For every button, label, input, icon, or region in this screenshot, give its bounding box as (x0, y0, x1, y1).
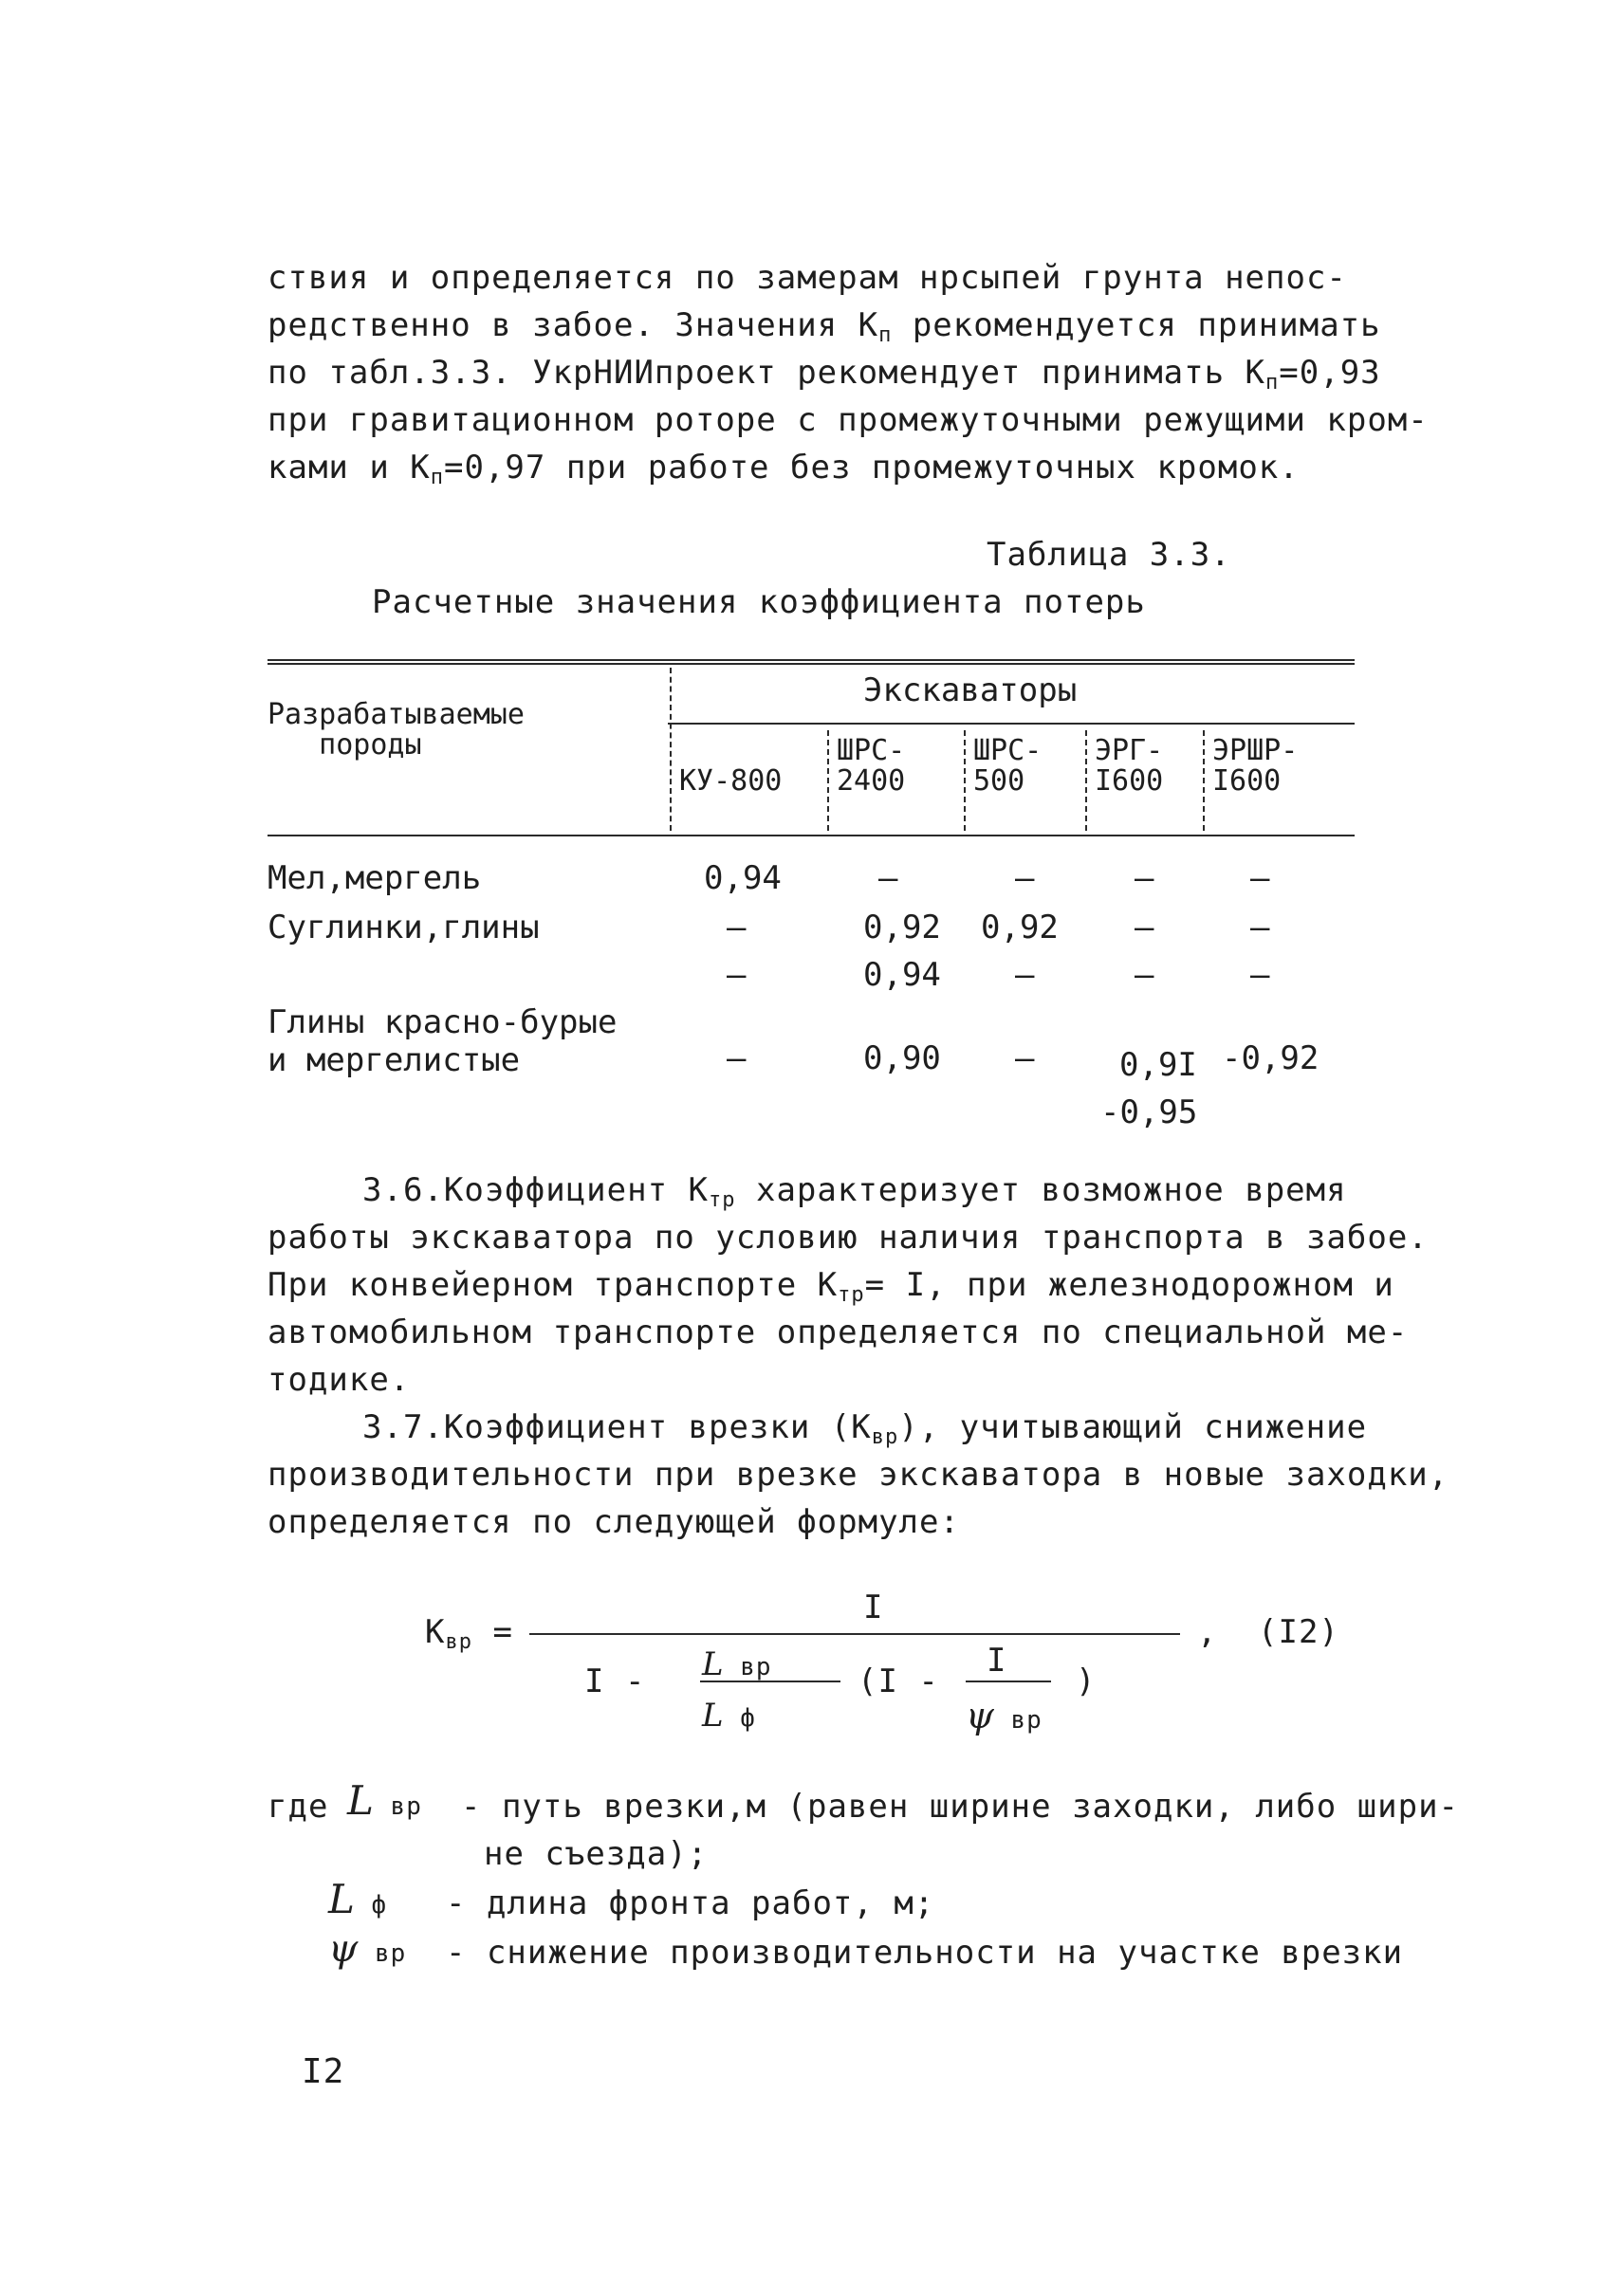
table-cell: 0,90 (863, 1039, 941, 1077)
table-header-rocks: Разрабатываемые породы (268, 698, 525, 762)
table-group-rule (668, 723, 1355, 725)
intro-line-5: ками и $К_п=0,97$ при работе без промежуточных кромок. (268, 449, 1300, 489)
intro-line-2: редственно в забое. Значения $К_п$ рекомендуется принимать (268, 306, 1381, 347)
table-sep-3 (964, 730, 966, 831)
table-sep-2 (827, 730, 829, 831)
formula-comma: , (1197, 1613, 1218, 1651)
table-cell: – (1015, 956, 1035, 994)
section-3-7 (268, 1404, 1449, 1546)
table-header-excavators: Экскаваторы (863, 671, 1078, 709)
section-3-6-line-4: автомобильном транспорте определяется по специальной ме- (268, 1313, 1409, 1351)
formula-number: (I2) (1258, 1613, 1339, 1651)
intro-line-4: при гравитационном роторе с промежуточными режущими кром- (268, 401, 1429, 439)
formula-l-vr: L вр (702, 1645, 772, 1683)
formula-paren-close: ) (1076, 1662, 1097, 1700)
intro-line-3: по табл.3.3. УкрНИИпроект рекомендует принимать $К_п=0,93$ (268, 354, 1381, 395)
table-cell: 0,94 (863, 956, 941, 994)
table-cell: – (727, 1039, 747, 1077)
table-cell: – (878, 859, 898, 897)
table-col-header: ЭРГ- I600 (1095, 734, 1164, 798)
document-page: ствия и определяется по замерам нрсыпей грунта непос- редственно в забое. Значения $К_п$ рекомендуется принимать по табл.3.3. УкрНИИпроект рекомендует принимать $К_п=0,93$ при гравитационном роторе с промежуточными режущими кром- ками и $К_п=0,97$ при работе без промежуточных кромок. Таблица 3.3. Расчетные значения коэффициента потерь Разрабатываемые породы Экскаваторы КУ-800 ШРС- 2400 ШРС- 500 ЭРГ- I600 ЭРШР- I600 Мел,мергель 0,94 – – – – Суглинки,глины – 0,92 0,92 – – – 0,94 – – – Глины красно-бурые и мергелистые – 0,90 – 0,9I -0,95 -0,92 3.6.Коэффициент $К_{тр}$ характеризует возможное время работы экскаватора по условию наличия транспорта в забое. При конвейерном транспорте $К_{тр}= I$, при железнодорожном и автомобильном транспорте определяется по специальной ме- тодике. 3.7.Коэффициент врезки $(К_{вр})$, учитывающий снижение производительности при врезке экскаватора в новые заходки, определяется по следующей формуле: $К_{вр}$ = I , (I2) I - L вр L ф (I - I ψ вр ) где L вр - путь врезки,м (равен ширине заходки, либо шири- не съезда); L ф - длина фронта работ, м; ψ вр - снижение производительности на участке врезки I2 (0, 0, 1624, 2296)
table-cell: – (1250, 859, 1270, 897)
formula-psi-fraction-bar (966, 1681, 1051, 1682)
formula-inner-fraction-bar (700, 1681, 840, 1682)
table-sep-4 (1085, 730, 1087, 831)
formula-paren-open: (I - (858, 1662, 939, 1700)
table-cell: – (1015, 859, 1035, 897)
row-rock-name: Мел,мергель (268, 859, 482, 897)
definition-l-vr-symbol: L вр (347, 1777, 422, 1824)
table-cell: – (1250, 909, 1270, 946)
definition-l-vr-cont: не съезда); (484, 1835, 709, 1873)
table-col-header: ШРС- 500 (973, 734, 1043, 798)
table-top-rule (268, 659, 1355, 661)
formula-psi-vr: ψ вр (966, 1695, 1043, 1736)
table-cell: – (727, 956, 747, 994)
formula-den-one: I - (584, 1662, 646, 1700)
table-title: Расчетные значения коэффициента потерь (372, 583, 1146, 621)
table-col-header: ЭРШР- I600 (1212, 734, 1299, 798)
table-cell: – (1135, 956, 1154, 994)
section-3-6 (268, 1166, 1429, 1404)
table-sep-5 (1203, 730, 1205, 831)
section-3-7-line-1: 3.7.Коэффициент врезки $(К_{вр})$, учитывающий снижение (362, 1408, 1368, 1449)
table-cell: – (727, 909, 747, 946)
definition-psi-text: - снижение производительности на участке врезки (446, 1934, 1404, 1972)
row-rock-name: Глины красно-бурые и мергелистые (268, 1003, 618, 1079)
formula-main-fraction-bar (529, 1633, 1180, 1635)
definition-psi-symbol: ψ вр (328, 1927, 407, 1971)
definition-l-vr-text: - путь врезки,м (равен ширине заходки, либо шири- (461, 1788, 1460, 1826)
row-rock-name: Суглинки,глины (268, 909, 540, 946)
table-cell: – (1135, 909, 1154, 946)
formula-l-f: L ф (702, 1697, 756, 1735)
definitions-where: где (268, 1788, 329, 1826)
intro-paragraph (268, 254, 1429, 491)
section-3-7-line-2: производительности при врезке экскаватора в новые заходки, (268, 1456, 1449, 1494)
table-number: Таблица 3.3. (987, 536, 1231, 574)
table-cell: 0,94 (704, 859, 782, 897)
section-3-6-line-3: При конвейерном транспорте $К_{тр}= I$, при железнодорожном и (268, 1266, 1394, 1307)
table-col-header: ШРС- 2400 (837, 734, 906, 798)
table-cell: 0,92 (863, 909, 941, 946)
table-cell: – (1015, 1039, 1035, 1077)
section-3-6-line-1: 3.6.Коэффициент $К_{тр}$ характеризует возможное время (362, 1171, 1347, 1212)
formula-numerator: I (863, 1589, 884, 1626)
table-cell: – (1250, 956, 1270, 994)
intro-line-1: ствия и определяется по замерам нрсыпей грунта непос- (268, 259, 1347, 297)
formula-lhs: $К_{вр}$ = (425, 1613, 513, 1654)
table-header-rule (268, 835, 1355, 836)
table-top-rule-2 (268, 663, 1355, 665)
page-number: I2 (302, 2052, 345, 2091)
section-3-7-line-3: определяется по следующей формуле: (268, 1503, 960, 1541)
section-3-6-line-5: тодике. (268, 1361, 411, 1399)
section-3-6-line-2: работы экскаватора по условию наличия транспорта в забое. (268, 1219, 1429, 1257)
table-sep-1 (670, 668, 672, 831)
table-cell: – (1135, 859, 1154, 897)
table-cell: 0,92 (981, 909, 1059, 946)
table-col-header: КУ-800 (679, 764, 783, 798)
table-cell: -0,92 (1222, 1039, 1320, 1077)
definition-l-f-text: - длина фронта работ, м; (446, 1884, 935, 1922)
definition-l-f-symbol: L ф (328, 1876, 388, 1922)
formula-inner-numerator: I (987, 1642, 1007, 1680)
